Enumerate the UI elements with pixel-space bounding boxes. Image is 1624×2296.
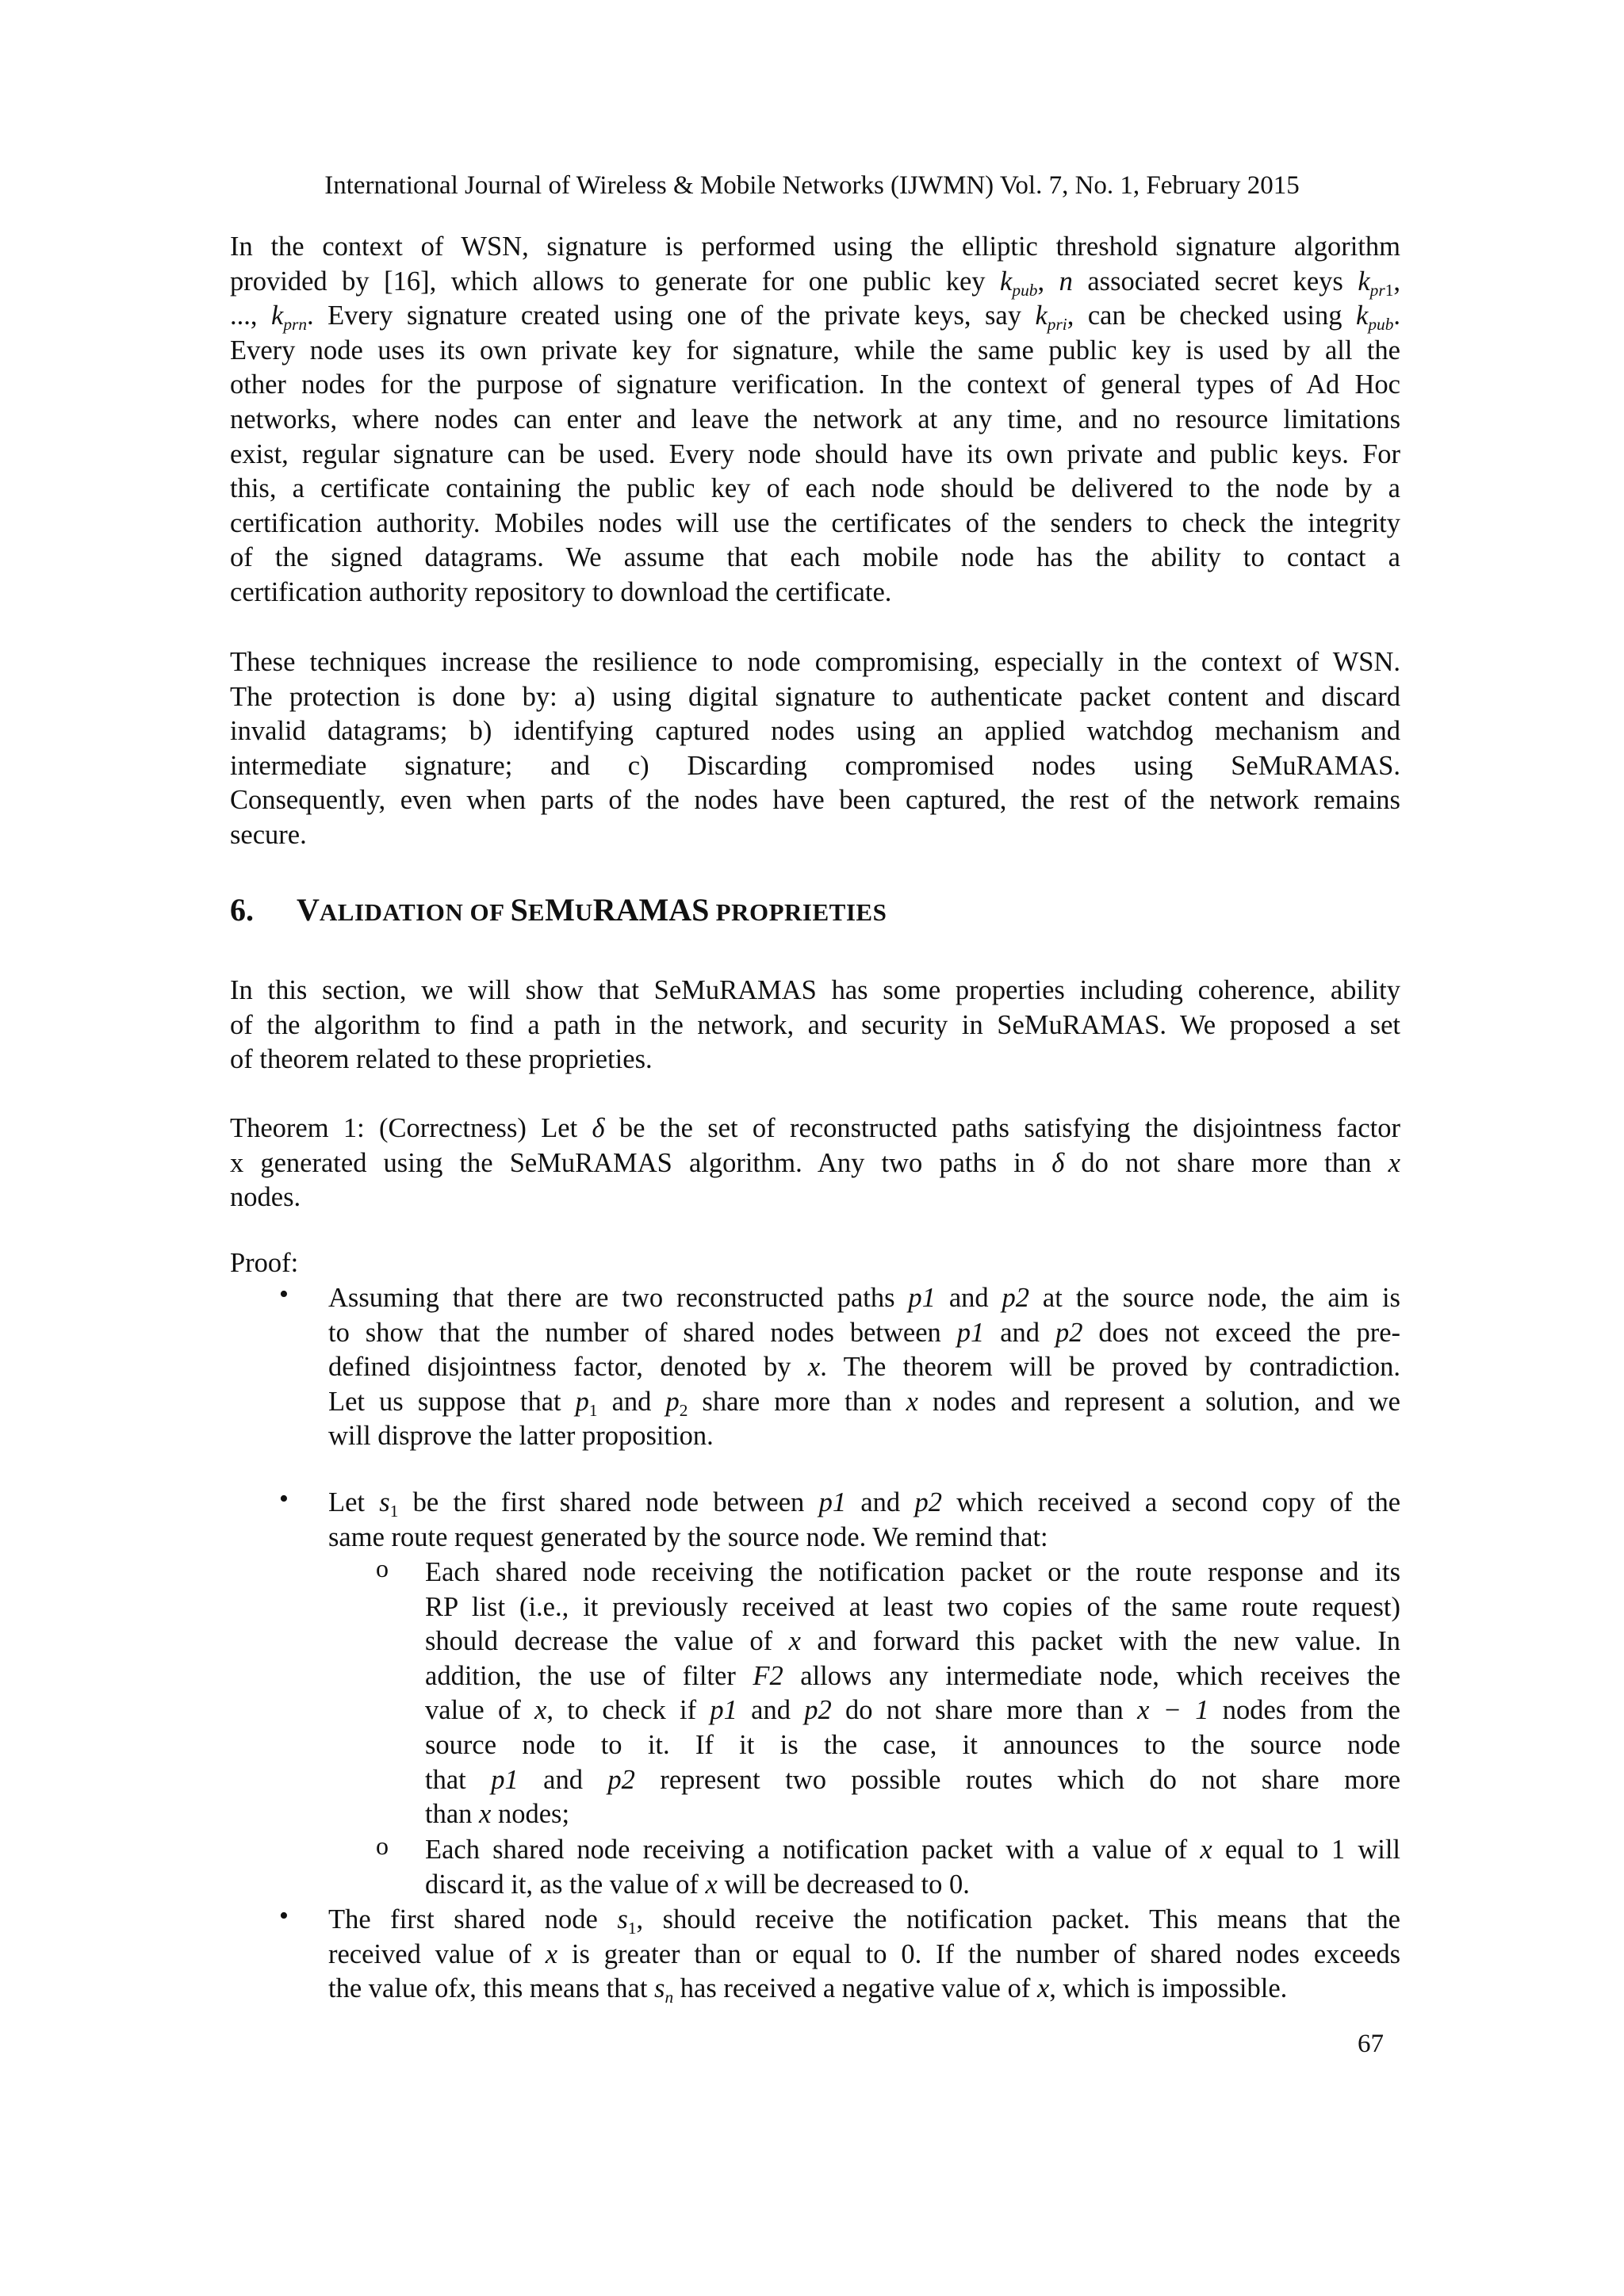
theorem-1: Theorem 1: (Correctness) Let δ be the set of reconstructed paths satisfying the disjointness factor x generated using the SeMuRAMAS algorithm. Any two paths in δ do not share more than x nodes. [230,1113,1400,1213]
bullet-icon: • [279,1484,289,1513]
proof-bullet-2: Let $s_1$ be the first shared node between p1 and p2 which received a second copy of the same route request generated by the source node. We remind that: [328,1487,1401,1552]
journal-header: International Journal of Wireless & Mobile Networks (IJWMN) Vol. 7, No. 1, February 2015 [324,171,1300,200]
page-number: 67 [1358,2030,1384,2058]
sub-bullet-icon: o [376,1831,389,1860]
proof-sub-bullet-2: Each shared node receiving a notification packet with a value of x equal to 1 will discard it, as the value of x will be decreased to 0. [425,1835,1401,1900]
proof-bullet-3: The first shared node $s_1$, should receive the notification packet. This means that the received value of x is greater than or equal to 0. If the number of shared nodes exceeds the value ofx, this means that $s_n$ has received a negative value of x, which is impossible. [328,1904,1400,2007]
proof-sub-bullet-1: Each shared node receiving the notification packet or the route response and its RP list (i.e., it previously received at least two copies of the same route request) should decrease the value of x and forward this packet with the new value. In addition, the use of filter F2 allows any intermediate node, which receives the value of x, to check if p1 and p2 do not share more than x − 1 nodes from the source node to it. If it is the case, it announces to the source node that p1 and p2 represent two possible routes which do not share more than x nodes; [425,1557,1401,1830]
paragraph-signature: In the context of WSN, signature is performed using the elliptic threshold signature algorithm provided by [16], which allows to generate for one public key $k_{pub}$, n associated secret keys $k_{pr1}$, ..., $k_{prn}$. Every signature created using one of the private keys, say $k_{pri}$, can be checked using $k_{pub}$. Every node uses its own private key for signature, while the same public key is used by all the other nodes for the purpose of signature verification. In the context of general types of Ad Hoc networks, where nodes can enter and leave the network at any time, and no resource limitations exist, regular signature can be used. Every node should have its own private and public keys. For this, a certificate containing the public key of each node should be delivered to the node by a certification authority. Mobiles nodes will use the certificates of the senders to check the integrity of the signed datagrams. We assume that each mobile node has the ability to contact a certification authority repository to download the certificate. [230,232,1401,607]
sub-bullet-icon: o [376,1554,389,1582]
paragraph-resilience: These techniques increase the resilience to node compromising, especially in the context of WSN. The protection is done by: a) using digital signature to authenticate packet content and discard invalid datagrams; b) identifying captured nodes using an applied watchdog mechanism and intermediate signature; and c) Discarding compromised nodes using SeMuRAMAS. Consequently, even when parts of the nodes have been captured, the rest of the network remains secure. [230,647,1400,850]
bullet-icon: • [279,1901,289,1931]
proof-bullet-1: Assuming that there are two reconstructed paths p1 and p2 at the source node, the aim is to show that the number of shared nodes between p1 and p2 does not exceed the pre- defined disjointness factor, denoted by x. The theorem will be proved by contradiction. Let us suppose that $p_1$ and $p_2$ share more than x nodes and represent a solution, and we will disprove the latter proposition. [328,1283,1400,1452]
proof-label: Proof: [230,1248,299,1278]
paragraph-section-intro: In this section, we will show that SeMuRAMAS has some properties including coherence, ability of the algorithm to find a path in the network, and security in SeMuRAMAS. We proposed a set of theorem related to these proprieties. [230,975,1400,1075]
section-heading: 6. VALIDATION OF SEMURAMAS PROPRIETIES [230,892,887,928]
bullet-icon: • [279,1280,289,1309]
